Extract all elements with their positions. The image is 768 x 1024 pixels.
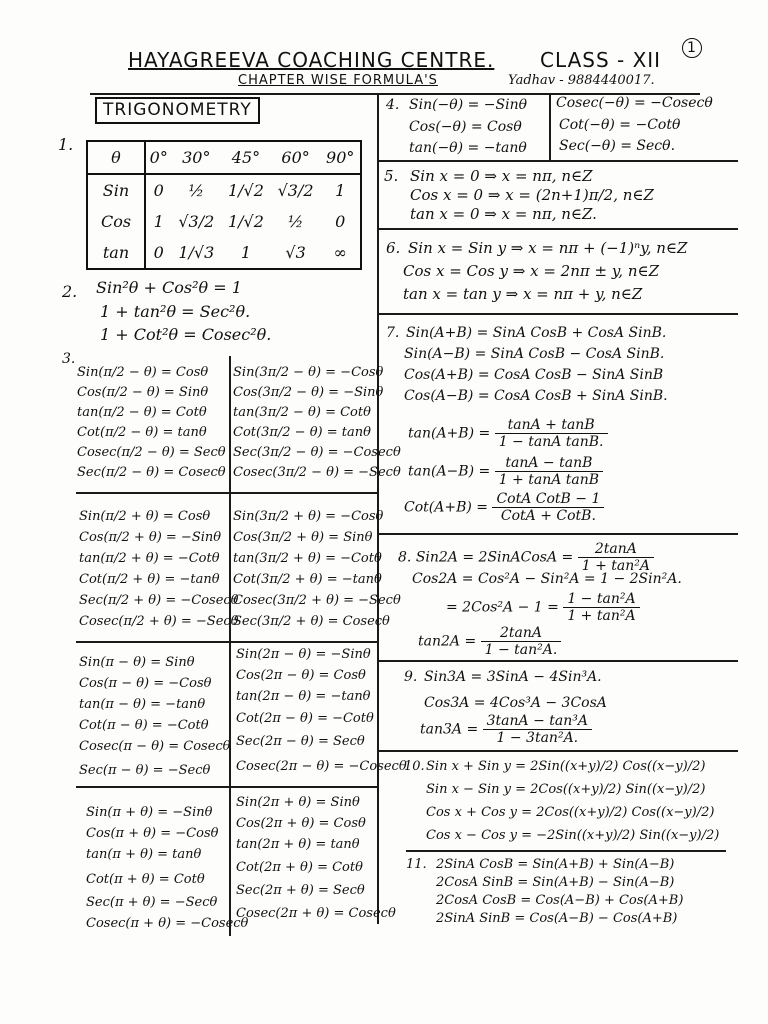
formula-line: Sec(2π − θ) = Secθ [236,734,365,749]
page-number: 1 [682,38,702,58]
formula-line: Cos(A−B) = CosA CosB + SinA SinB. [404,388,668,404]
fraction [495,456,603,487]
denominator: 1 + tan²A [581,558,650,574]
table-row [87,237,361,269]
table-cell: ∞ [333,243,347,262]
formula-line: Sec(π + θ) = −Secθ [86,895,218,910]
section-11-number: 11. [406,857,427,872]
numerator: tanA + tanB [495,418,608,434]
denominator: 1 − 3tan²A. [496,730,579,746]
table-header-row [87,141,361,174]
fraction [483,714,592,745]
section-5-number: 5. [384,167,399,185]
formula-lhs: tan(A+B) = [408,425,491,442]
formula-line: Sin(3π/2 − θ) = −Cosθ [233,365,384,380]
section-7-number: 7. [386,325,400,341]
formula-line: Cos(−θ) = Cosθ [409,119,522,135]
formula-line: Sin(−θ) = −Sinθ [409,97,528,113]
table-cell: 1 [240,243,252,262]
formula-line: tan x = tan y ⇒ x = nπ + y, n∈Z [403,285,643,303]
formula-line: Sin(π − θ) = Sinθ [79,655,195,670]
formula-line: 2SinA CosB = Sin(A+B) + Sin(A−B) [436,857,675,872]
section-9-number: 9. [404,669,418,685]
formula-fraction-row [408,456,603,487]
topic-title: TRIGONOMETRY [95,97,260,124]
table-header-cell: θ [87,141,145,174]
formula-fraction-row [446,592,640,623]
formula-line: Cos(π/2 − θ) = Sinθ [77,385,209,400]
formula-line: Cot(π/2 + θ) = −tanθ [79,572,220,587]
formula-line: Cosec(3π/2 + θ) = −Secθ [233,593,401,608]
group-divider [76,492,378,494]
formula-line: Cot(3π/2 − θ) = tanθ [233,425,371,440]
formula-line: Sec(π − θ) = −Secθ [79,763,211,778]
formula-line: Sin(π/2 − θ) = Cosθ [77,365,209,380]
numerator: 1 − tan²A [563,592,639,608]
formula-line: Cosec(π − θ) = Cosecθ [79,739,231,754]
fraction [563,592,639,623]
formula-line: Cot(−θ) = −Cotθ [559,117,681,133]
formula-line: Cot(π − θ) = −Cotθ [79,718,209,733]
section-divider [378,533,738,535]
numerator: 2tanA [481,626,562,642]
formula-line: Sin x − Sin y = 2Cos((x+y)/2) Sin((x−y)/2) [426,782,706,797]
formula-line: Sin²θ + Cos²θ = 1 [96,278,242,297]
formula-line: Cot(2π − θ) = −Cotθ [236,711,374,726]
table-cell: √3/2 [178,212,215,231]
formula-fraction-row [420,714,592,745]
formula-line: Sec(π/2 + θ) = −Cosecθ [79,593,239,608]
numerator: CotA CotB − 1 [492,492,604,508]
formula-line: Cos(π − θ) = −Cosθ [79,676,212,691]
formula-line: Cos x = Cos y ⇒ x = 2nπ ± y, n∈Z [403,262,660,280]
formula-line: Sin(π/2 + θ) = Cosθ [79,509,211,524]
formula-line: tan(π + θ) = tanθ [86,847,202,862]
table-cell: 0 [335,212,346,231]
formula-line: Sin3A = 3SinA − 4Sin³A. [424,669,602,685]
formula-line: tan(2π + θ) = tanθ [236,837,360,852]
section-10-number: 10. [404,759,425,774]
formula-lhs: Cot(A+B) = [404,499,488,516]
table-header-cell: 30° [182,148,211,167]
formula-line: Cos(3π/2 − θ) = −Sinθ [233,385,384,400]
table-cell: ½ [287,212,304,231]
formula-line: Cos(3π/2 + θ) = Sinθ [233,530,373,545]
denominator: CotA + CotB. [500,508,596,524]
contact-info: Yadhav - 9884440017. [508,73,655,88]
formula-fraction-row [418,626,561,657]
section-divider [406,850,726,852]
numerator: 2tanA [578,542,654,558]
formula-line: Cosec(3π/2 − θ) = −Secθ [233,465,401,480]
page-subtitle: CHAPTER WISE FORMULA'S [238,73,438,88]
formula-line: Cosec(2π − θ) = −Cosecθ [236,759,407,774]
table-row [87,174,361,206]
class-label: CLASS - XII [540,48,662,72]
formula-line: Cosec(−θ) = −Cosecθ [556,95,713,111]
denominator: 1 + tan²A [567,608,636,624]
table-cell: √3 [285,243,306,262]
formula-line: Sin(A+B) = SinA CosB + CosA SinB. [406,325,667,341]
section-3-number: 3. [62,351,76,367]
table-header-cell: 60° [281,148,310,167]
formula-line: 2SinA SinB = Cos(A−B) − Cos(A+B) [436,911,678,926]
formula-line: Cos(2π + θ) = Cosθ [236,816,366,831]
formula-line: tan(π − θ) = −tanθ [79,697,206,712]
section-divider [378,160,738,162]
table-cell: 0 [153,181,164,200]
table-cell: 1/√2 [227,212,264,231]
group-divider [76,641,378,643]
formula-fraction-row [398,542,654,573]
denominator: 1 − tanA tanB. [498,434,604,450]
formula-line: tan x = 0 ⇒ x = nπ, n∈Z. [410,205,597,223]
section-3-divider [229,356,231,936]
numerator: tanA − tanB [495,456,603,472]
table-cell: 1/√3 [178,243,215,262]
formula-line: Cos(A+B) = CosA CosB − SinA SinB [404,367,664,383]
formula-line: Cot(π/2 − θ) = tanθ [77,425,207,440]
formula-line: Cos x = 0 ⇒ x = (2n+1)π/2, n∈Z [410,186,654,204]
table-cell: 1/√2 [227,181,264,200]
formula-lhs: Sin2A = 2SinACosA = [415,549,574,566]
formula-line: 2CosA SinB = Sin(A+B) − Sin(A−B) [436,875,675,890]
formula-line: Cot(3π/2 + θ) = −tanθ [233,572,382,587]
table-cell: √3/2 [277,181,314,200]
table-cell: tan [87,237,145,269]
formula-lhs: tan2A = [418,633,477,650]
section-divider [378,750,738,752]
formula-line: Cos(2π − θ) = Cosθ [236,668,366,683]
denominator: 1 − tan²A. [484,642,558,658]
table-cell: 1 [335,181,346,200]
section-4-number: 4. [386,97,400,113]
formula-line: Sin(3π/2 + θ) = −Cosθ [233,509,384,524]
formula-lhs: tan(A−B) = [408,463,491,480]
formula-line: Cosec(π/2 + θ) = −Secθ [79,614,239,629]
formula-line: Cos3A = 4Cos³A − 3CosA [424,695,607,711]
section-divider [378,660,738,662]
formula-line: Sin(2π − θ) = −Sinθ [236,647,371,662]
page-title: HAYAGREEVA COACHING CENTRE. [128,48,495,72]
section-4-divider [549,94,551,160]
formula-fraction-row [408,418,608,449]
formula-line: Cos x + Cos y = 2Cos((x+y)/2) Cos((x−y)/2) [426,805,715,820]
section-2-number: 2. [62,282,78,301]
table-header-cell: 90° [326,148,355,167]
formula-line: Cot(π + θ) = Cotθ [86,872,205,887]
formula-line: 1 + Cot²θ = Cosec²θ. [100,325,272,344]
trig-values-table [86,140,362,270]
formula-line: Sec(3π/2 + θ) = Cosecθ [233,614,390,629]
table-cell: ½ [188,181,205,200]
formula-line: tan(2π − θ) = −tanθ [236,689,371,704]
table-row [87,206,361,237]
formula-line: Cot(2π + θ) = Cotθ [236,860,363,875]
table-cell: 0 [153,243,164,262]
formula-line: tan(π/2 − θ) = Cotθ [77,405,207,420]
formula-line: 1 + tan²θ = Sec²θ. [100,302,251,321]
fraction [495,418,608,449]
numerator: 3tanA − tan³A [483,714,592,730]
formula-line: 2CosA CosB = Cos(A−B) + Cos(A+B) [436,893,684,908]
formula-line: Sin x = 0 ⇒ x = nπ, n∈Z [410,167,593,185]
formula-line: tan(3π/2 + θ) = −Cotθ [233,551,382,566]
formula-line: Cos x − Cos y = −2Sin((x+y)/2) Sin((x−y)/2) [426,828,720,843]
formula-line: Sin x + Sin y = 2Sin((x+y)/2) Cos((x−y)/2) [426,759,706,774]
table-cell: Sin [87,174,145,206]
formula-line: Cos2A = Cos²A − Sin²A = 1 − 2Sin²A. [412,571,682,587]
denominator: 1 + tanA tanB [498,472,600,488]
formula-line: Cosec(π/2 − θ) = Secθ [77,445,226,460]
formula-line: Sec(3π/2 − θ) = −Cosecθ [233,445,401,460]
formula-line: tan(3π/2 − θ) = Cotθ [233,405,371,420]
table-header-cell: 45° [231,148,261,167]
section-1-number: 1. [58,135,74,154]
table-cell: Cos [87,206,145,237]
formula-lhs: = 2Cos²A − 1 = [446,599,559,616]
section-8-number: 8. [398,549,412,566]
table-cell: 1 [153,212,164,231]
formula-fraction-row [404,492,604,523]
formula-line: Sin(2π + θ) = Sinθ [236,795,360,810]
formula-line: Sin x = Sin y ⇒ x = nπ + (−1)ⁿy, n∈Z [408,239,688,257]
formula-line: Cosec(π + θ) = −Cosecθ [86,916,249,931]
formula-line: tan(−θ) = −tanθ [409,140,527,156]
fraction [578,542,654,573]
formula-line: Sin(π + θ) = −Sinθ [86,805,213,820]
formula-line: Sec(−θ) = Secθ. [559,138,676,154]
formula-line: tan(π/2 + θ) = −Cotθ [79,551,220,566]
section-divider [378,313,738,315]
fraction [481,626,562,657]
formula-line: Cos(π + θ) = −Cosθ [86,826,219,841]
formula-line: Cos(π/2 + θ) = −Sinθ [79,530,222,545]
section-6-number: 6. [386,239,401,257]
group-divider [76,786,378,788]
table-header-cell: 0° [149,148,168,167]
formula-line: Cosec(2π + θ) = Cosecθ [236,906,396,921]
formula-line: Sec(π/2 − θ) = Cosecθ [77,465,226,480]
formula-line: Sin(A−B) = SinA CosB − CosA SinB. [404,346,665,362]
formula-line: Sec(2π + θ) = Secθ [236,883,365,898]
fraction [492,492,604,523]
formula-lhs: tan3A = [420,721,479,738]
section-divider [378,228,738,230]
